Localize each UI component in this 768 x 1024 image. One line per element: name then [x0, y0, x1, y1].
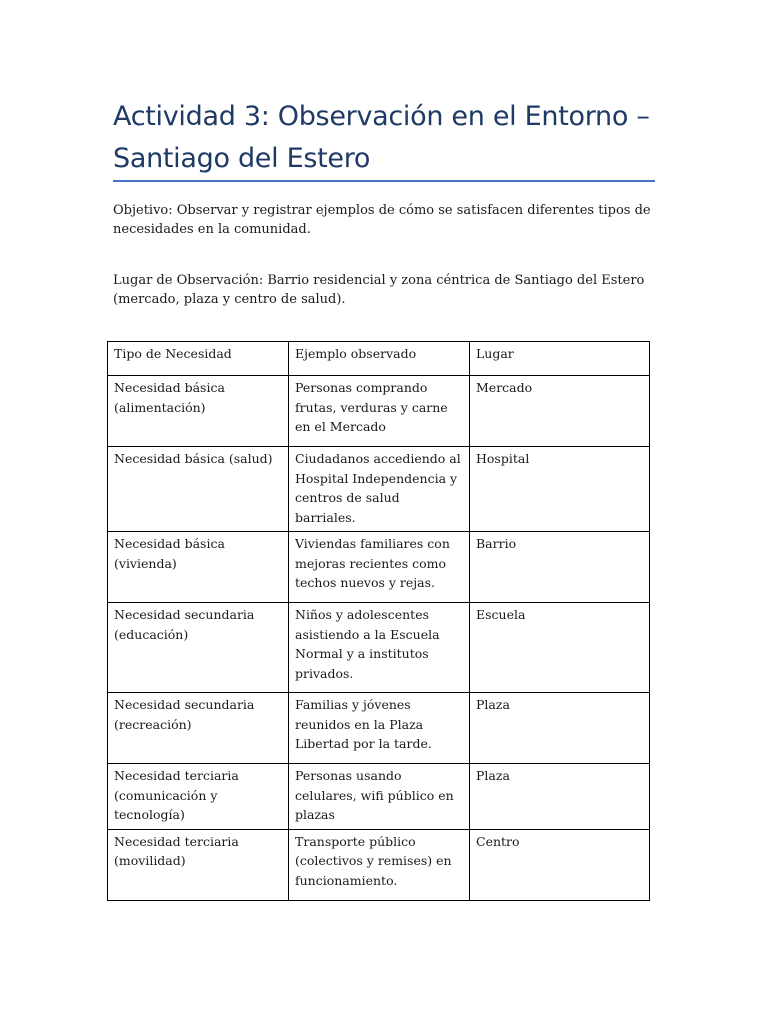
header-example: Ejemplo observado [289, 342, 470, 376]
document-title [113, 96, 658, 180]
cell-example: Ciudadanos accediendo al Hospital Independencia y centros de salud barriales. [289, 447, 470, 532]
cell-example: Viviendas familiares con mejoras recientes como techos nuevos y rejas. [289, 532, 470, 603]
table-header-row [108, 342, 650, 376]
cell-need-type: Necesidad secundaria (recreación) [108, 693, 289, 764]
observation-table [107, 341, 650, 901]
cell-example: Niños y adolescentes asistiendo a la Escuela Normal y a institutos privados. [289, 603, 470, 693]
objective-paragraph: Objetivo: Observar y registrar ejemplos de cómo se satisfacen diferentes tipos de necesidades en la comunidad. [113, 203, 651, 237]
cell-place: Plaza [470, 693, 650, 764]
cell-example: Transporte público (colectivos y remises) en funcionamiento. [289, 829, 470, 900]
cell-place: Mercado [470, 376, 650, 447]
cell-example: Personas usando celulares, wifi público en plazas [289, 764, 470, 830]
cell-need-type: Necesidad básica (alimentación) [108, 376, 289, 447]
title-line-2: Santiago del Estero [113, 143, 371, 174]
title-line-1: Actividad 3: Observación en el Entorno – [113, 101, 650, 132]
observation-place-paragraph: Lugar de Observación: Barrio residencial y zona céntrica de Santiago del Estero (mercado, plaza y centro de salud). [113, 273, 645, 307]
table-row [108, 603, 650, 693]
cell-place: Barrio [470, 532, 650, 603]
title-underline-divider [113, 180, 655, 182]
table-row [108, 829, 650, 900]
cell-example: Familias y jóvenes reunidos en la Plaza Libertad por la tarde. [289, 693, 470, 764]
cell-need-type: Necesidad básica (salud) [108, 447, 289, 532]
cell-place: Plaza [470, 764, 650, 830]
table-row [108, 764, 650, 830]
table-row [108, 447, 650, 532]
cell-need-type: Necesidad secundaria (educación) [108, 603, 289, 693]
cell-need-type: Necesidad básica (vivienda) [108, 532, 289, 603]
cell-example: Personas comprando frutas, verduras y carne en el Mercado [289, 376, 470, 447]
cell-need-type: Necesidad terciaria (movilidad) [108, 829, 289, 900]
table-row [108, 376, 650, 447]
header-need-type: Tipo de Necesidad [108, 342, 289, 376]
table-row [108, 693, 650, 764]
table-row [108, 532, 650, 603]
cell-place: Centro [470, 829, 650, 900]
cell-place: Hospital [470, 447, 650, 532]
cell-place: Escuela [470, 603, 650, 693]
header-place: Lugar [470, 342, 650, 376]
cell-need-type: Necesidad terciaria (comunicación y tecnología) [108, 764, 289, 830]
